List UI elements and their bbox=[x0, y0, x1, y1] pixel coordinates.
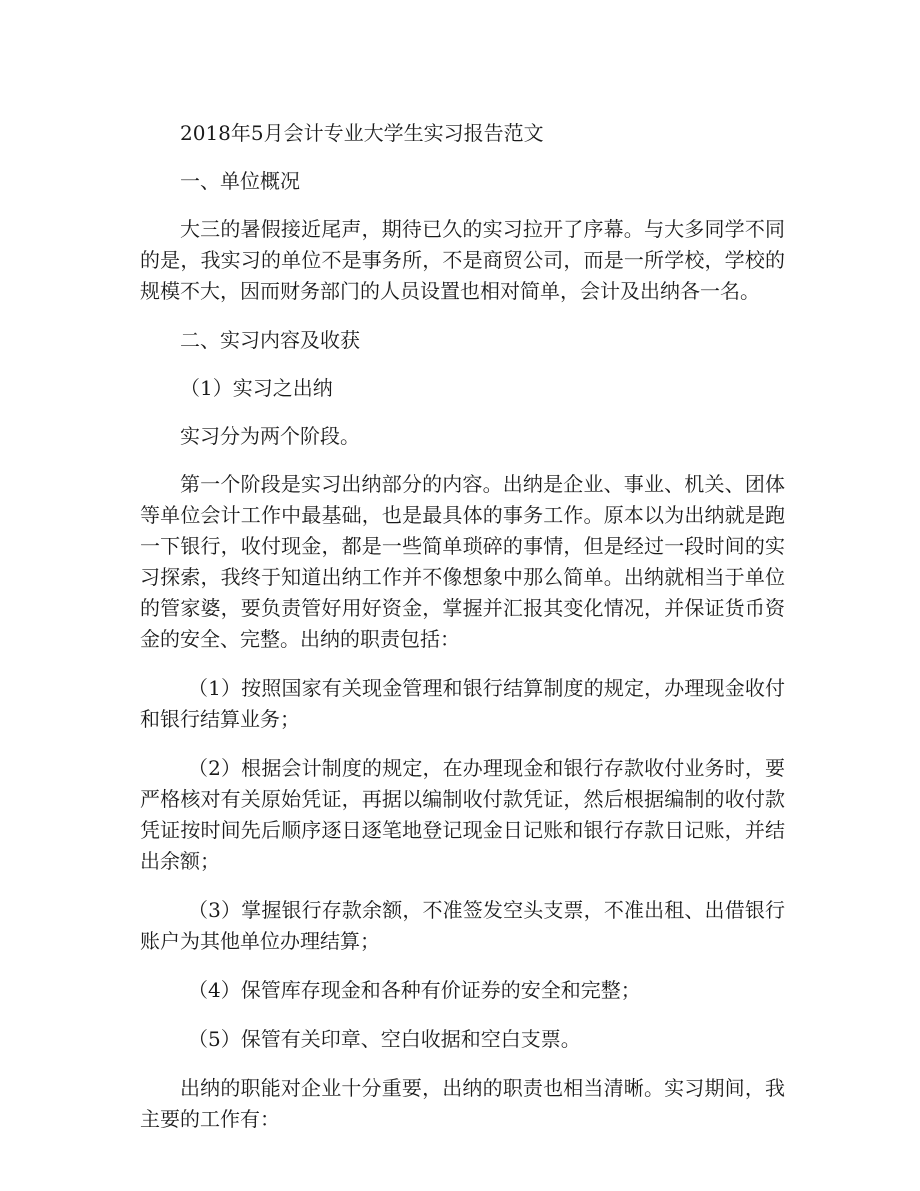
paragraph-unit-overview: 大三的暑假接近尾声，期待已久的实习拉开了序幕。与大多同学不同的是，我实习的单位不是事务所，不是商贸公司，而是一所学校，学校的规模不大，因而财务部门的人员设置也相对简单，会计及出纳各一名。 bbox=[140, 217, 785, 303]
document-body bbox=[140, 118, 785, 1135]
paragraph-cashier-duties-summary: 出纳的职能对企业十分重要，出纳的职责也相当清晰。实习期间，我主要的工作有： bbox=[140, 1076, 785, 1131]
document-title: 2018年5月会计专业大学生实习报告范文 bbox=[180, 121, 544, 145]
duty-item-4: （4）保管库存现金和各种有价证券的安全和完整； bbox=[188, 978, 641, 1002]
paragraph-first-stage: 第一个阶段是实习出纳部分的内容。出纳是企业、事业、机关、团体等单位会计工作中最基础，也是最具体的事务工作。原本以为出纳就是跑一下银行，收付现金，都是一些简单琐碎的事情，但是经过一段时间的实习探索，我终于知道出纳工作并不像想象中那么简单。出纳就相当于单位的管家婆，要负责管好用好资金，掌握并汇报其变化情况，并保证货币资金的安全、完整。出纳的职责包括： bbox=[140, 472, 785, 651]
subheading-cashier: （1）实习之出纳 bbox=[180, 376, 333, 400]
paragraph-two-stages: 实习分为两个阶段。 bbox=[180, 424, 360, 448]
duty-item-2: （2）根据会计制度的规定，在办理现金和银行存款收付业务时，要严格核对有关原始凭证，再据以编制收付款凭证，然后根据编制的收付款凭证按时间先后顺序逐日逐笔地登记现金日记账和银行存款日记账，并结出余额； bbox=[140, 756, 785, 873]
duty-item-3: （3）掌握银行存款余额，不准签发空头支票，不准出租、出借银行账户为其他单位办理结算； bbox=[140, 898, 785, 953]
duty-item-1: （1）按照国家有关现金管理和银行结算制度的规定，办理现金收付和银行结算业务； bbox=[140, 676, 785, 731]
section-heading-unit-overview: 一、单位概况 bbox=[180, 169, 300, 193]
duty-item-5: （5）保管有关印章、空白收据和空白支票。 bbox=[188, 1027, 581, 1051]
section-heading-internship-content: 二、实习内容及收获 bbox=[180, 328, 360, 352]
